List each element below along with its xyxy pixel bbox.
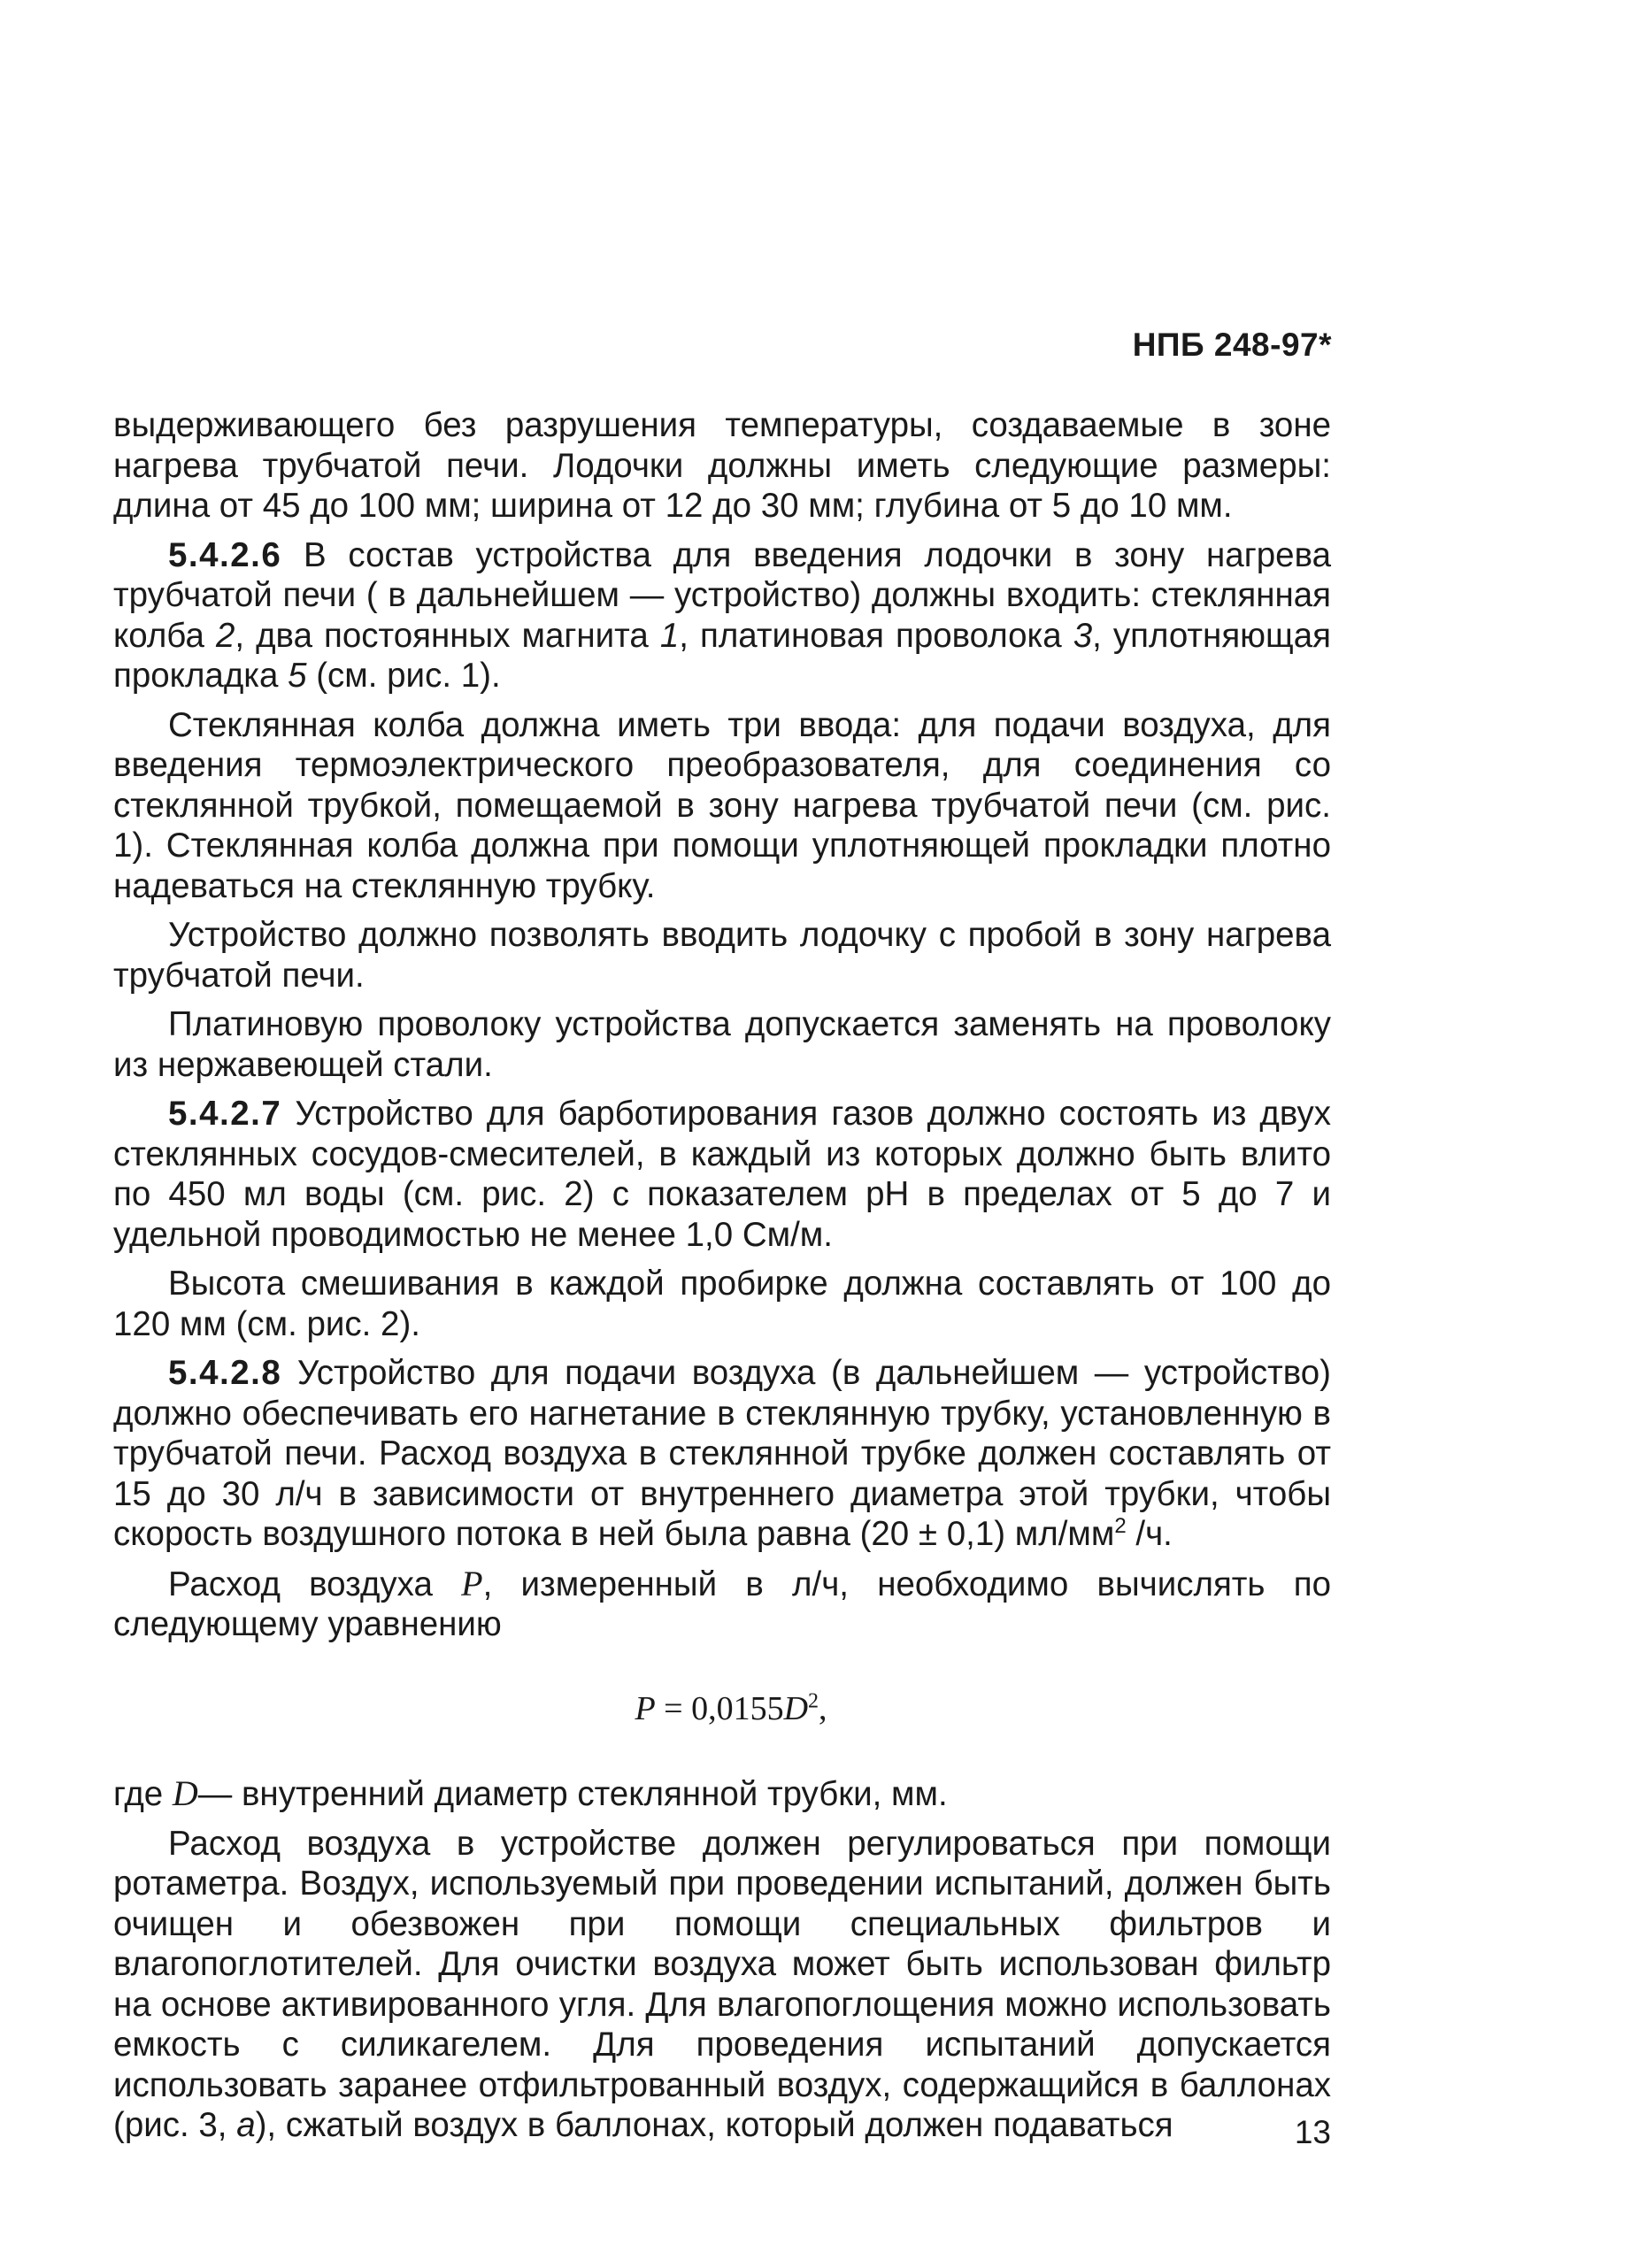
paragraph-text: Расход воздуха [168, 1565, 462, 1603]
paragraph [113, 915, 1331, 996]
paragraph [113, 1824, 1331, 2146]
formula-superscript: 2 [808, 1688, 819, 1712]
paragraph-continuation [113, 405, 1331, 527]
figure-ref-item: 1 [659, 616, 680, 655]
variable-symbol: D [172, 1773, 198, 1813]
formula [113, 1689, 1331, 1730]
paragraph-text: Платиновую проволоку устройства допускается заменять на проволоку из нержавеющей стали. [113, 1005, 1331, 1084]
figure-ref-item: 5 [288, 657, 307, 695]
variable-symbol: Р [461, 1563, 483, 1603]
paragraph-text: /ч. [1126, 1515, 1173, 1553]
clause-number: 5.4.2.8 [168, 1354, 282, 1392]
paragraph-text: ), сжатый воздух в баллонах, который должен подаваться [255, 2106, 1173, 2144]
paragraph-text: Расход воздуха в устройстве должен регулироваться при помощи ротаметра. Воздух, используемый при проведении испытаний, должен быть очищен и обезвожен при помощи специальных фильтров и влагопоглотителей. Для очистки воздуха может быть использован фильтр на основе активированного угля. Для влагопоглощения можно использовать емкость с силикагелем. Для проведения испытаний допускается использовать заранее отфильтрованный воздух, содержащийся в баллонах (рис. 3, [113, 1824, 1331, 2144]
clause-number: 5.4.2.6 [168, 535, 282, 574]
paragraph-clause-5-4-2-7 [113, 1094, 1331, 1255]
formula-text: = 0,0155 [655, 1689, 784, 1727]
formula-variable: P [635, 1689, 656, 1727]
paragraph [113, 1564, 1331, 1645]
paragraph-text: В состав устройства для введения лодочки в зону нагрева трубчатой печи ( в дальнейшем — устройство) должны входить: стеклянная колба [113, 535, 1331, 655]
figure-ref-item: а [236, 2106, 256, 2144]
paragraph-clause-5-4-2-8 [113, 1353, 1331, 1555]
paragraph-clause-5-4-2-6 [113, 535, 1331, 696]
paragraph-text: , платиновая проволока [679, 616, 1073, 655]
figure-ref-item: 3 [1073, 616, 1093, 655]
paragraph-text: выдерживающего без разрушения температуры, создаваемые в зоне нагрева трубчатой печи. Лодочки должны иметь следующие размеры: длина от 45 до 100 мм; ширина от 12 до 30 мм; глубина от 5 до 10 мм. [113, 406, 1331, 525]
paragraph-text: Устройство должно позволять вводить лодочку с пробой в зону нагрева трубчатой печи. [113, 916, 1331, 995]
formula-text: , [819, 1689, 827, 1727]
paragraph-text: , измеренный в л/ч, необходимо вычислять по следующему уравнению [113, 1565, 1331, 1643]
paragraph [113, 1264, 1331, 1344]
paragraph-text: Устройство для подачи воздуха (в дальнейшем — устройство) должно обеспечивать его нагнетание в стеклянную трубку, установленную в трубчатой печи. Расход воздуха в стеклянной трубке должен составлять от 15 до 30 л/ч в зависимости от внутреннего диаметра этой трубки, чтобы скорость воздушного потока в ней была равна (20 ± 0,1) мл/мм [113, 1354, 1331, 1553]
paragraph-text: , два постоянных магнита [235, 616, 660, 655]
paragraph-text: Устройство для барботирования газов должно состоять из двух стеклянных сосудов-смесителей, в каждый из которых должно быть влито по 450 мл воды (см. рис. 2) с показателем рН в пределах от 5 до 7 и удельной проводимостью не менее 1,0 См/м. [113, 1095, 1331, 1254]
figure-ref-item: 2 [215, 616, 235, 655]
superscript: 2 [1114, 1514, 1127, 1539]
paragraph-text: Стеклянная колба должна иметь три ввода: для подачи воздуха, для введения термоэлектрического преобразователя, для соединения со стеклянной трубкой, помещаемой в зону нагрева трубчатой печи (см. рис. 1). Стеклянная колба должна при помощи уплотняющей прокладки плотно надеваться на стеклянную трубку. [113, 705, 1331, 905]
document-body [113, 405, 1331, 2155]
formula-variable: D [783, 1689, 809, 1727]
paragraph-text: где [113, 1775, 173, 1813]
paragraph-text: (см. рис. 1). [306, 657, 501, 695]
paragraph-text: — внутренний диаметр стеклянной трубки, мм. [197, 1775, 948, 1813]
paragraph [113, 705, 1331, 907]
paragraph-where [113, 1773, 1331, 1815]
clause-number: 5.4.2.7 [168, 1095, 282, 1133]
paragraph-text: Высота смешивания в каждой пробирке должна составлять от 100 до 120 мм (см. рис. 2). [113, 1265, 1331, 1343]
page-number: 13 [1294, 2114, 1331, 2150]
paragraph [113, 1004, 1331, 1085]
paragraph-text: , уплотняющая прокладка [113, 616, 1331, 695]
document-code-header: НПБ 248-97* [1132, 327, 1332, 363]
